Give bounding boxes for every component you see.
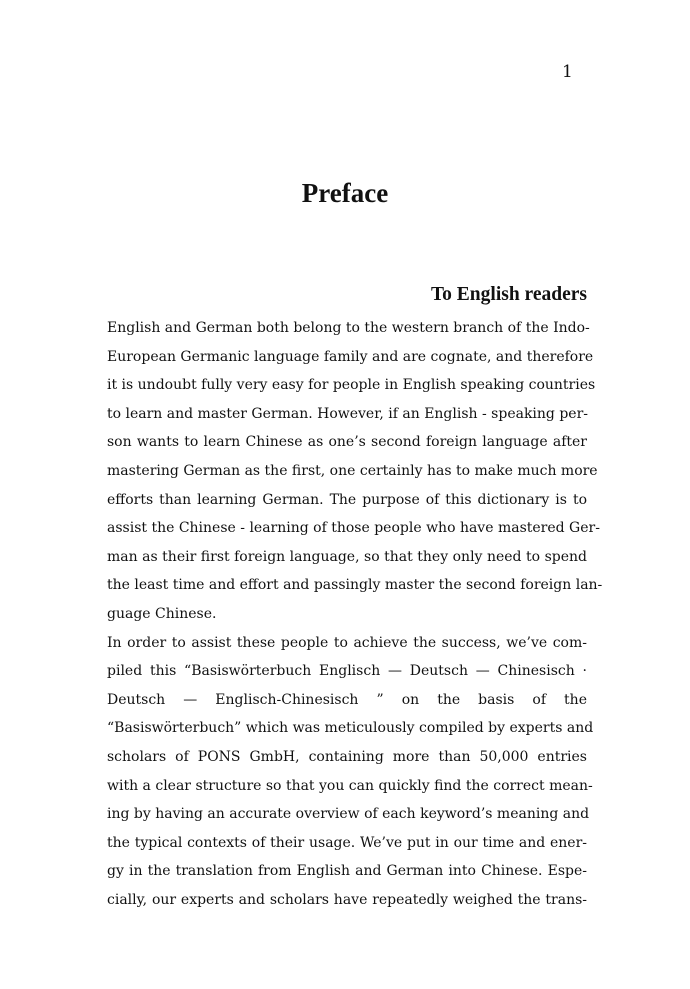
text-line: Deutsch — Englisch-Chinesisch ” on the basis of the: [107, 691, 587, 708]
preface-body: [107, 314, 603, 914]
text-line: son wants to learn Chinese as one’s second foreign language after: [107, 434, 587, 451]
text-line: cially, our experts and scholars have repeatedly weighed the trans-: [107, 891, 587, 908]
text-line: the typical contexts of their usage. We’ve put in our time and ener-: [107, 834, 587, 851]
text-line: scholars of PONS GmbH, containing more than 50,000 entries: [107, 748, 587, 765]
text-line: man as their first foreign language, so that they only need to spend: [107, 548, 587, 565]
text-line: the least time and effort and passingly master the second foreign lan-: [107, 577, 603, 594]
text-line: assist the Chinese - learning of those people who have mastered Ger-: [107, 520, 600, 537]
text-line: In order to assist these people to achieve the success, we’ve com-: [107, 634, 587, 651]
page-title: Preface: [301, 178, 389, 208]
text-line: ing by having an accurate overview of each keyword’s meaning and: [107, 806, 590, 823]
text-line: European Germanic language family and are cognate, and therefore: [107, 348, 594, 365]
text-line: gy in the translation from English and German into Chinese. Espe-: [107, 863, 587, 880]
text-line: guage Chinese.: [107, 605, 217, 622]
text-line: with a clear structure so that you can quickly find the correct mean-: [107, 777, 593, 794]
text-line: to learn and master German. However, if an English - speaking per-: [107, 405, 589, 422]
section-heading: To English readers: [430, 284, 587, 305]
text-line: English and German both belong to the western branch of the Indo-: [107, 320, 590, 336]
text-line: piled this “Basiswörterbuch Englisch — Deutsch — Chinesisch ·: [107, 663, 587, 680]
page-number: 1: [562, 62, 573, 82]
text-line: it is undoubt fully very easy for people in English speaking countries: [107, 377, 596, 394]
text-line: “Basiswörterbuch” which was meticulously compiled by experts and: [107, 720, 594, 737]
text-line: efforts than learning German. The purpose of this dictionary is to: [107, 491, 587, 508]
text-line: mastering German as the first, one certainly has to make much more: [107, 462, 598, 479]
